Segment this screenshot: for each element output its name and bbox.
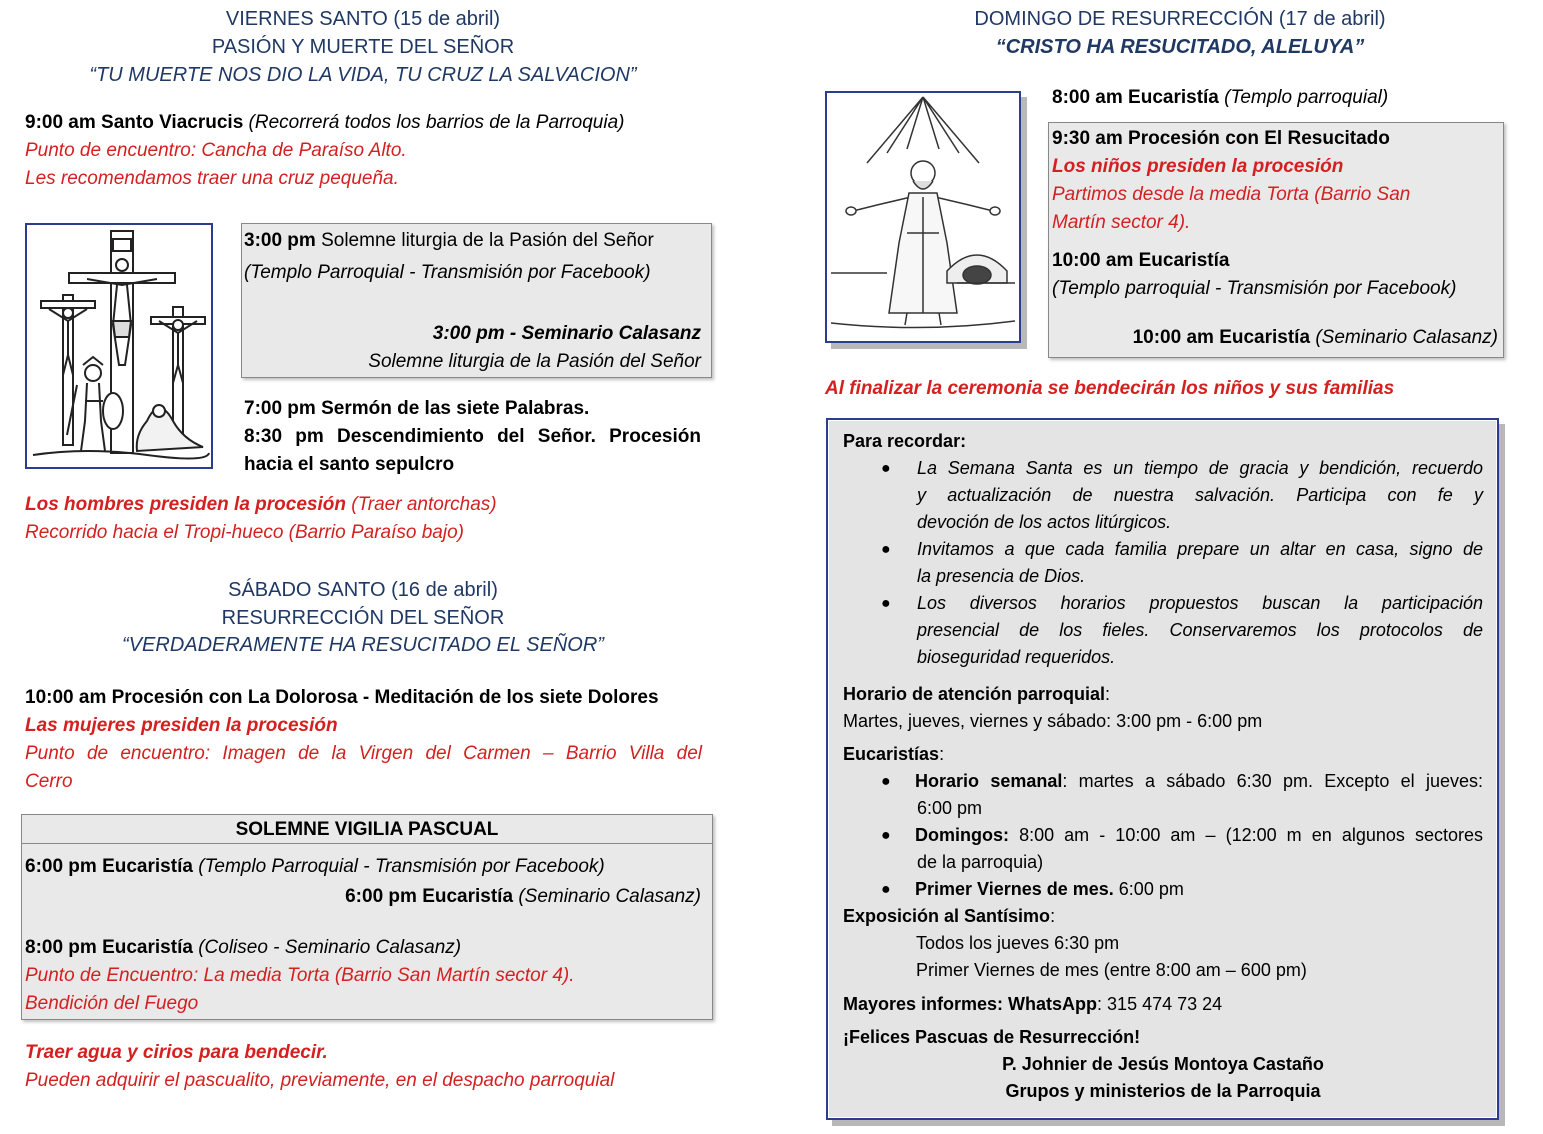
meeting-point: Punto de encuentro: Cancha de Paraíso Alto. bbox=[25, 140, 407, 161]
risen-christ-illustration bbox=[825, 91, 1021, 343]
descent-line-b: hacia el santo sepulcro bbox=[244, 454, 455, 475]
women-lead: Las mujeres presiden la procesión bbox=[25, 715, 338, 736]
sunday-blessing: Al finalizar la ceremonia se bendecirán los niños y sus familias bbox=[825, 378, 1395, 399]
bullet-icon: ● bbox=[881, 827, 891, 844]
saturday-meeting-a: Punto de encuentro: Imagen de la Virgen del Carmen – Barrio Villa del bbox=[25, 743, 702, 764]
bullet-3-line-2: presencial de los fieles. Conservaremos los protocolos de bbox=[917, 620, 1483, 640]
sundays-label: Domingos: bbox=[915, 825, 1009, 845]
masses-label: Eucaristías bbox=[843, 744, 940, 764]
masses-colon: : bbox=[939, 744, 945, 764]
vigil-e1-place: (Templo Parroquial - Transmisión por Facebook) bbox=[198, 856, 605, 877]
friday-subtitle: PASIÓN Y MUERTE DEL SEÑOR bbox=[211, 36, 515, 58]
exposition-2: Primer Viernes de mes (entre 8:00 am – 600 pm) bbox=[916, 960, 1307, 980]
first-friday-line bbox=[915, 876, 1483, 903]
office-colon: : bbox=[1105, 684, 1111, 704]
liturgy-place: (Templo Parroquial - Transmisión por Facebook) bbox=[244, 262, 651, 283]
vigil-e3-meeting: Punto de Encuentro: La media Torta (Barrio San Martín sector 4). bbox=[25, 965, 575, 986]
sunday-e8 bbox=[1052, 84, 1388, 112]
bullet-3-line-3: bioseguridad requeridos. bbox=[917, 647, 1116, 667]
vigil-e3-place: (Coliseo - Seminario Calasanz) bbox=[198, 937, 462, 958]
sundays-line-2: de la parroquia) bbox=[917, 852, 1044, 872]
bullet-2-line-2: la presencia de Dios. bbox=[917, 566, 1086, 586]
masses-label-line bbox=[843, 741, 1483, 768]
sunday-e10-time: 10:00 am Eucaristía bbox=[1052, 250, 1230, 271]
saturday-subtitle: RESURRECCIÓN DEL SEÑOR bbox=[221, 607, 505, 629]
sunday-e10b-time: 10:00 am Eucaristía bbox=[1132, 327, 1311, 348]
remember-content bbox=[843, 428, 1483, 1105]
office-label-line bbox=[843, 681, 1483, 708]
vigil-e2-place: (Seminario Calasanz) bbox=[518, 886, 701, 907]
liturgy-title: Solemne liturgia de la Pasión del Señor bbox=[321, 230, 654, 251]
sunday-start-a: Partimos desde la media Torta (Barrio San bbox=[1052, 184, 1411, 205]
sunday-title: DOMINGO DE RESURRECCIÓN (17 de abril) bbox=[974, 8, 1386, 30]
bullet-icon: ● bbox=[881, 881, 891, 898]
sunday-e8-place: (Templo parroquial) bbox=[1224, 87, 1389, 108]
viacrucis-time: 9:00 am Santo Viacrucis bbox=[25, 112, 244, 133]
remember-title: Para recordar: bbox=[843, 431, 967, 451]
bullet-icon: ● bbox=[881, 595, 891, 612]
vigil-e2-time: 6:00 pm Eucaristía bbox=[345, 886, 514, 907]
saturday-title: SÁBADO SANTO (16 de abril) bbox=[228, 579, 498, 601]
exposition-label-line bbox=[843, 903, 1483, 930]
sunday-e10b-place: (Seminario Calasanz) bbox=[1315, 327, 1498, 348]
first-friday-label: Primer Viernes de mes. bbox=[915, 879, 1114, 899]
vigil-e3 bbox=[25, 934, 461, 962]
weekly-line-2: 6:00 pm bbox=[917, 798, 983, 818]
office-hours: Martes, jueves, viernes y sábado: 3:00 pm - 6:00 pm bbox=[843, 711, 1263, 731]
info-text: : 315 474 73 24 bbox=[1097, 994, 1223, 1014]
bullet-icon: ● bbox=[881, 773, 891, 790]
greeting: ¡Felices Pascuas de Resurrección! bbox=[843, 1027, 1141, 1047]
masses-weekly bbox=[843, 768, 1483, 822]
bullet-2-line-1: Invitamos a que cada familia prepare un altar en casa, signo de bbox=[917, 539, 1483, 559]
remember-bullet-2 bbox=[843, 536, 1483, 590]
weekly-text: : martes a sábado 6:30 pm. Excepto el jueves: bbox=[1062, 771, 1483, 791]
first-friday-text: 6:00 pm bbox=[1113, 879, 1184, 899]
vigil-e3-time: 8:00 pm Eucaristía bbox=[25, 937, 193, 958]
route-line: Recorrido hacia el Tropi-hueco (Barrio Paraíso bajo) bbox=[25, 522, 464, 543]
men-lead-line bbox=[25, 491, 497, 519]
viacrucis-line bbox=[25, 109, 625, 137]
masses-first-friday bbox=[843, 876, 1483, 903]
vigil-e2 bbox=[25, 883, 701, 911]
crucifixion-icon bbox=[27, 225, 211, 467]
seminary-title: Solemne liturgia de la Pasión del Señor bbox=[368, 351, 701, 372]
weekly-line-1 bbox=[915, 768, 1483, 795]
exposition-1: Todos los jueves 6:30 pm bbox=[916, 933, 1120, 953]
bullet-1-line-1: La Semana Santa es un tiempo de gracia y bendición, recuerdo bbox=[917, 458, 1483, 478]
vigil-title: SOLEMNE VIGILIA PASCUAL bbox=[235, 819, 499, 840]
masses-sundays bbox=[843, 822, 1483, 876]
dolorosa-procession: 10:00 am Procesión con La Dolorosa - Meditación de los siete Dolores bbox=[25, 687, 659, 708]
sunday-e10b bbox=[1052, 324, 1498, 352]
saturday-meeting-b: Cerro bbox=[25, 771, 73, 792]
seminary-time: 3:00 pm - Seminario Calasanz bbox=[432, 323, 701, 344]
sunday-procession: 9:30 am Procesión con El Resucitado bbox=[1052, 128, 1390, 149]
sunday-start-b: Martín sector 4). bbox=[1052, 212, 1191, 233]
pascualito-note: Pueden adquirir el pascualito, previamente, en el despacho parroquial bbox=[25, 1070, 615, 1091]
water-note: Traer agua y cirios para bendecir. bbox=[25, 1042, 328, 1063]
sunday-e10-place: (Templo parroquial - Transmisión por Facebook) bbox=[1052, 278, 1457, 299]
sundays-line-1 bbox=[915, 822, 1483, 849]
men-lead: Los hombres presiden la procesión bbox=[25, 494, 346, 515]
signature-1: P. Johnier de Jesús Montoya Castaño bbox=[1002, 1054, 1324, 1074]
bullet-icon: ● bbox=[881, 460, 891, 477]
info-label: Mayores informes: WhatsApp bbox=[843, 994, 1098, 1014]
sunday-e8-time: 8:00 am Eucaristía bbox=[1052, 87, 1219, 108]
exposition-label: Exposición al Santísimo bbox=[843, 906, 1051, 926]
bullet-3-line-1: Los diversos horarios propuestos buscan la participación bbox=[917, 593, 1483, 613]
bullet-icon: ● bbox=[881, 541, 891, 558]
bullet-1-line-2: y actualización de nuestra salvación. Participa con fe y bbox=[917, 485, 1483, 505]
bullet-1-line-3: devoción de los actos litúrgicos. bbox=[917, 512, 1172, 532]
office-label: Horario de atención parroquial bbox=[843, 684, 1106, 704]
resurrection-icon bbox=[827, 93, 1019, 341]
signature-2: Grupos y ministerios de la Parroquia bbox=[1005, 1081, 1321, 1101]
sermon-line: 7:00 pm Sermón de las siete Palabras. bbox=[244, 398, 590, 419]
remember-bullet-3 bbox=[843, 590, 1483, 671]
sundays-text: 8:00 am - 10:00 am – (12:00 m en algunos sectores bbox=[1009, 825, 1483, 845]
vigil-e1 bbox=[25, 853, 605, 881]
friday-title: VIERNES SANTO (15 de abril) bbox=[225, 8, 501, 30]
info-line bbox=[843, 991, 1483, 1018]
weekly-label: Horario semanal bbox=[915, 771, 1063, 791]
liturgy-line bbox=[244, 227, 654, 255]
descent-line-a: 8:30 pm Descendimiento del Señor. Procesión bbox=[244, 426, 701, 447]
saturday-motto: “VERDADERAMENTE HA RESUCITADO EL SEÑOR” bbox=[122, 634, 604, 656]
sunday-motto: “CRISTO HA RESUCITADO, ALELUYA” bbox=[995, 36, 1365, 58]
cross-note: Les recomendamos traer una cruz pequeña. bbox=[25, 168, 399, 189]
exposition-colon: : bbox=[1050, 906, 1056, 926]
vigil-e3-fire: Bendición del Fuego bbox=[25, 993, 199, 1014]
crucifixion-illustration bbox=[25, 223, 213, 469]
men-note: (Traer antorchas) bbox=[351, 494, 497, 515]
children-lead: Los niños presiden la procesión bbox=[1052, 156, 1344, 177]
liturgy-time: 3:00 pm bbox=[244, 230, 316, 251]
vigil-e1-time: 6:00 pm Eucaristía bbox=[25, 856, 193, 877]
remember-bullet-1 bbox=[843, 455, 1483, 536]
friday-motto: “TU MUERTE NOS DIO LA VIDA, TU CRUZ LA SALVACION” bbox=[89, 64, 637, 86]
viacrucis-note: (Recorrerá todos los barrios de la Parroquia) bbox=[248, 112, 625, 133]
